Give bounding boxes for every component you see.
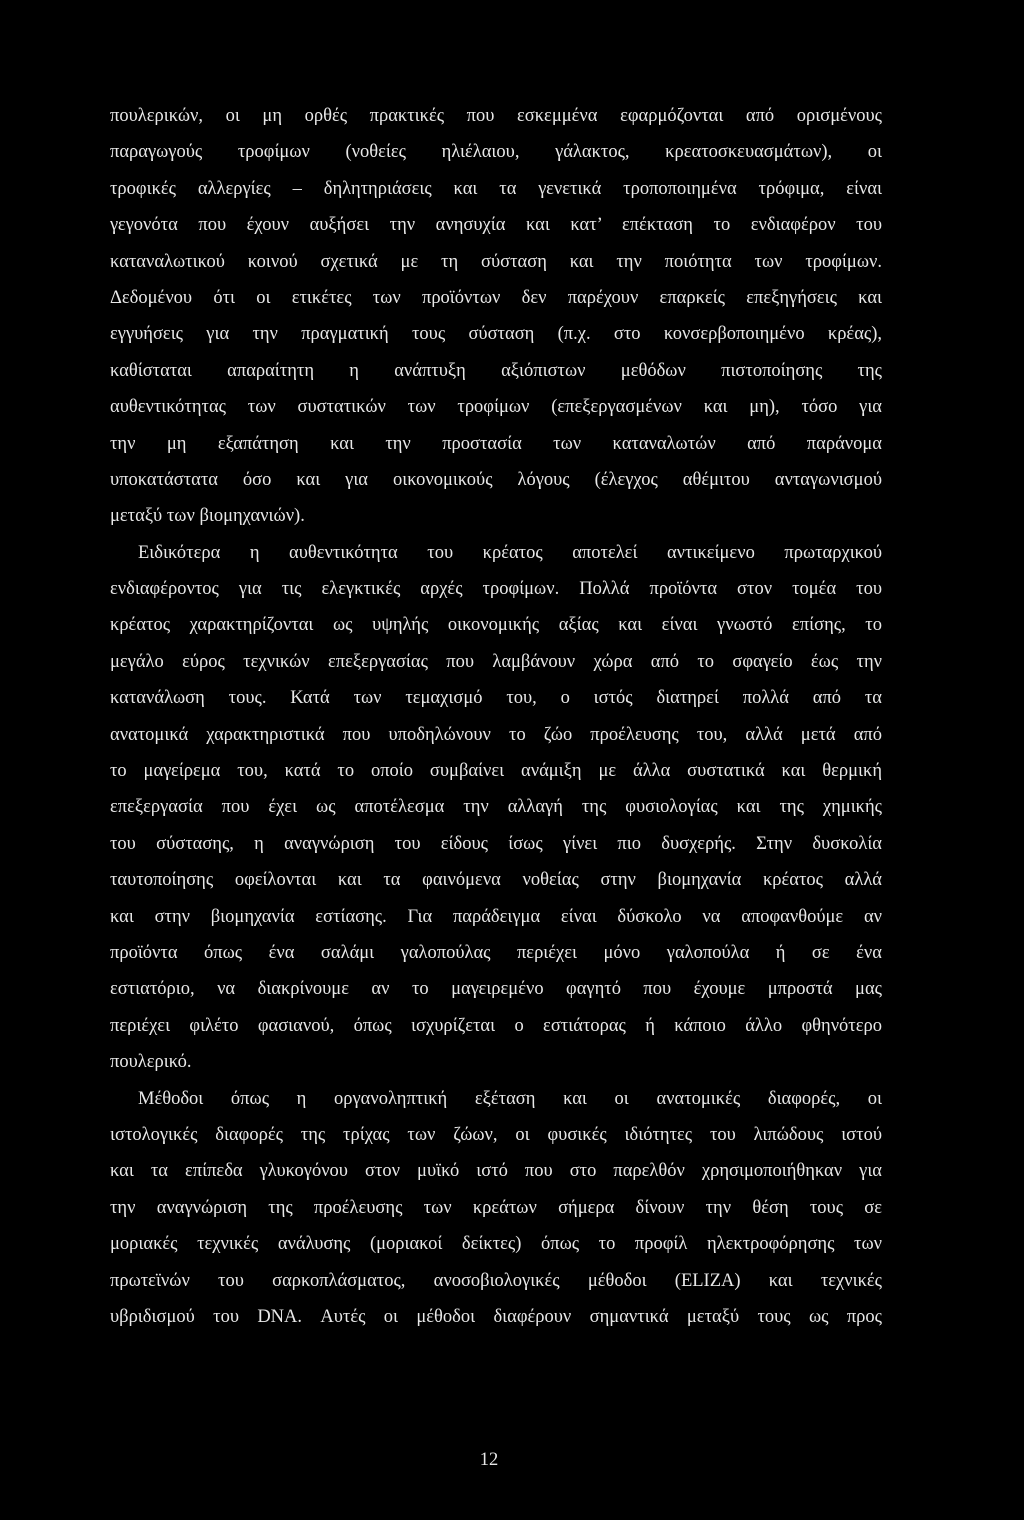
- text-line: το μαγείρεμα του, κατά το οποίο συμβαίνει ανάμιξη με άλλα συστατικά και θερμική: [110, 761, 882, 782]
- text-line: μοριακές τεχνικές ανάλυσης (μοριακοί δείκτες) όπως το προφίλ ηλεκτροφόρησης των: [110, 1234, 882, 1255]
- document-body: [110, 98, 882, 1335]
- text-line: πρωτεϊνών του σαρκοπλάσματος, ανοσοβιολογικές μέθοδοι (ELIZA) και τεχνικές: [110, 1270, 882, 1291]
- text-line: και τα επίπεδα γλυκογόνου στον μυϊκό ιστό που στο παρελθόν χρησιμοποιήθηκαν για: [110, 1161, 882, 1182]
- paragraph-2: [110, 535, 882, 1081]
- text-line: την αναγνώριση της προέλευσης των κρεάτων σήμερα δίνουν την θέση τους σε: [110, 1197, 882, 1218]
- text-line: καθίσταται απαραίτητη η ανάπτυξη αξιόπιστων μεθόδων πιστοποίησης της: [110, 360, 882, 381]
- text-line: κρέατος χαρακτηρίζονται ως υψηλής οικονομικής αξίας και είναι γνωστό επίσης, το: [110, 615, 882, 636]
- text-line: πουλερικών, οι μη ορθές πρακτικές που εσκεμμένα εφαρμόζονται από ορισμένους: [110, 106, 882, 126]
- text-line: τροφικές αλλεργίες – δηλητηριάσεις και τα γενετικά τροποποιημένα τρόφιμα, είναι: [110, 178, 882, 199]
- text-line: Ειδικότερα η αυθεντικότητα του κρέατος αποτελεί αντικείμενο πρωταρχικού: [138, 542, 882, 563]
- text-line: υβριδισμού του DNA. Αυτές οι μέθοδοι διαφέρουν σημαντικά μεταξύ τους ως προς: [110, 1306, 882, 1327]
- text-line: κατανάλωση τους. Κατά των τεμαχισμό του, ο ιστός διατηρεί πολλά από τα: [110, 688, 882, 709]
- page-number-label: 12: [479, 1450, 499, 1470]
- text-line: καταναλωτικού κοινού σχετικά με τη σύσταση και την ποιότητα των τροφίμων.: [110, 251, 882, 272]
- text-line: την μη εξαπάτηση και την προστασία των καταναλωτών από παράνομα: [110, 433, 882, 454]
- text-line: μεταξύ των βιομηχανιών).: [110, 506, 305, 527]
- text-line: αυθεντικότητας των συστατικών των τροφίμων (επεξεργασμένων και μη), τόσο για: [110, 397, 882, 418]
- text-line: εγγυήσεις για την πραγματική τους σύσταση (π.χ. στο κονσερβοποιημένο κρέας),: [110, 324, 882, 345]
- text-line: περιέχει φιλέτο φασιανού, όπως ισχυρίζεται ο εστιάτορας ή κάποιο άλλο φθηνότερο: [110, 1015, 882, 1036]
- text-line: ιστολογικές διαφορές της τρίχας των ζώων, οι φυσικές ιδιότητες του λιπώδους ιστού: [110, 1124, 882, 1145]
- text-line: του σύστασης, η αναγνώριση του είδους ίσως γίνει πιο δυσχερής. Στην δυσκολία: [110, 833, 882, 854]
- paragraph-1: [110, 98, 882, 535]
- text-line: και στην βιομηχανία εστίασης. Για παράδειγμα είναι δύσκολο να αποφανθούμε αν: [110, 906, 882, 927]
- text-line: ταυτοποίησης οφείλονται και τα φαινόμενα νοθείας στην βιομηχανία κρέατος αλλά: [110, 870, 882, 891]
- text-line: ανατομικά χαρακτηριστικά που υποδηλώνουν το ζώο προέλευσης του, αλλά μετά από: [110, 724, 882, 745]
- text-line: ενδιαφέροντος για τις ελεγκτικές αρχές τροφίμων. Πολλά προϊόντα στον τομέα του: [110, 579, 882, 600]
- text-line: γεγονότα που έχουν αυξήσει την ανησυχία και κατ’ επέκταση το ενδιαφέρον του: [110, 215, 882, 236]
- text-line: Δεδομένου ότι οι ετικέτες των προϊόντων δεν παρέχουν επαρκείς επεξηγήσεις και: [110, 287, 882, 308]
- text-line: προϊόντα όπως ένα σαλάμι γαλοπούλας περιέχει μόνο γαλοπούλα ή σε ένα: [110, 942, 882, 963]
- text-line: παραγωγούς τροφίμων (νοθείες ηλιέλαιου, γάλακτος, κρεατοσκευασμάτων), οι: [110, 142, 882, 163]
- text-line: πουλερικό.: [110, 1052, 192, 1073]
- text-line: επεξεργασία που έχει ως αποτέλεσμα την αλλαγή της φυσιολογίας και της χημικής: [110, 797, 882, 818]
- text-line: Μέθοδοι όπως η οργανοληπτική εξέταση και οι ανατομικές διαφορές, οι: [138, 1088, 882, 1109]
- text-line: υποκατάστατα όσο και για οικονομικούς λόγους (έλεγχος αθέμιτου ανταγωνισμού: [110, 469, 882, 490]
- text-line: μεγάλο εύρος τεχνικών επεξεργασίας που λαμβάνουν χώρα από το σφαγείο έως την: [110, 651, 882, 672]
- paragraph-3: [110, 1081, 882, 1336]
- page-number: [0, 1448, 1024, 1472]
- text-line: εστιατόριο, να διακρίνουμε αν το μαγειρεμένο φαγητό που έχουμε μπροστά μας: [110, 979, 882, 1000]
